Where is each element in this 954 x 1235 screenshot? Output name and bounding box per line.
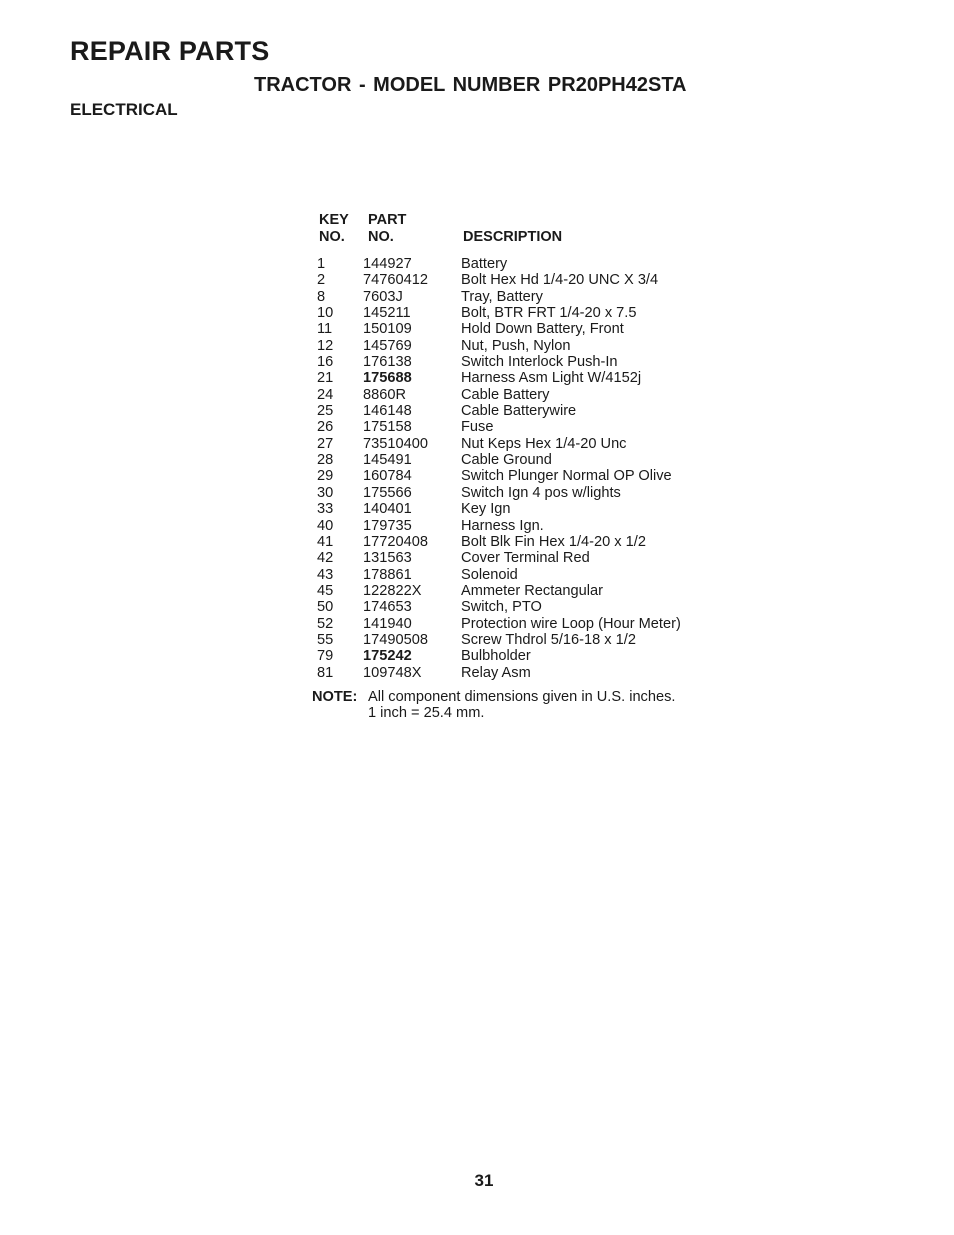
- table-row: [317, 501, 737, 517]
- note-label: NOTE:: [312, 689, 358, 705]
- table-row: [317, 599, 737, 615]
- part-description: Hold Down Battery, Front: [461, 321, 624, 338]
- table-row: [317, 321, 737, 337]
- part-number: 145769: [363, 337, 412, 354]
- table-row: [317, 534, 737, 550]
- key-number: 40: [317, 517, 334, 534]
- part-number: 17490508: [363, 631, 428, 648]
- part-description: Cable Batterywire: [461, 403, 577, 420]
- part-no-header: [368, 212, 406, 246]
- key-number: 27: [317, 435, 334, 452]
- part-description: Battery: [461, 256, 508, 272]
- key-number: 11: [317, 321, 333, 338]
- part-description: Key Ign: [461, 501, 511, 518]
- key-no-header: [319, 212, 349, 246]
- part-number: 131563: [363, 550, 412, 567]
- description-header: DESCRIPTION: [463, 229, 563, 245]
- part-number: 122822X: [363, 582, 422, 599]
- part-number: 174653: [363, 599, 412, 616]
- part-description: Harness Asm Light W/4152j: [461, 370, 642, 387]
- table-row: [317, 436, 737, 452]
- key-number: 42: [317, 550, 334, 567]
- key-number: 24: [317, 386, 334, 403]
- part-number: 150109: [363, 321, 412, 338]
- table-row: [317, 289, 737, 305]
- table-row: [317, 518, 737, 534]
- key-number: 52: [317, 615, 334, 632]
- note-line2: 1 inch = 25.4 mm.: [368, 705, 485, 721]
- part-description: Bolt Hex Hd 1/4-20 UNC X 3/4: [461, 272, 659, 289]
- part-number: 8860R: [363, 386, 407, 403]
- table-row: [317, 616, 737, 632]
- table-row: [317, 632, 737, 648]
- part-number: 175242: [363, 648, 412, 665]
- part-number: 73510400: [363, 435, 428, 452]
- note-line1: All component dimensions given in U.S. inches.: [368, 689, 676, 705]
- key-number: 55: [317, 631, 334, 648]
- key-number: 41: [317, 533, 334, 550]
- key-number: 50: [317, 599, 334, 616]
- table-row: [317, 403, 737, 419]
- part-description: Bulbholder: [461, 648, 531, 665]
- model-title: TRACTOR - MODEL NUMBER PR20PH42STA: [254, 74, 687, 96]
- part-description: Switch Plunger Normal OP Olive: [461, 468, 672, 485]
- part-number: 160784: [363, 468, 412, 485]
- key-number: 29: [317, 468, 334, 485]
- part-number: 17720408: [363, 533, 428, 550]
- part-description: Nut Keps Hex 1/4-20 Unc: [461, 435, 627, 452]
- part-description: Switch Ign 4 pos w/lights: [461, 484, 621, 501]
- part-number: 109748X: [363, 664, 422, 681]
- part-header-line1: PART: [368, 212, 407, 228]
- part-description: Ammeter Rectangular: [461, 582, 603, 599]
- key-number: 45: [317, 582, 334, 599]
- parts-table: [317, 212, 737, 681]
- part-description: Tray, Battery: [461, 288, 543, 305]
- part-description: Harness Ign.: [461, 517, 544, 534]
- part-number: 175158: [363, 419, 412, 436]
- part-description: Switch, PTO: [461, 599, 542, 616]
- key-number: 16: [317, 354, 334, 371]
- part-description: Bolt Blk Fin Hex 1/4-20 x 1/2: [461, 533, 646, 550]
- table-row: [317, 665, 737, 681]
- key-number: 26: [317, 419, 334, 436]
- part-number: 145491: [363, 452, 412, 469]
- page-title: REPAIR PARTS: [70, 36, 270, 66]
- part-header-line2: NO.: [368, 229, 394, 245]
- column-headers: [317, 212, 737, 250]
- table-row: [317, 583, 737, 599]
- part-number: 146148: [363, 403, 412, 420]
- table-row: [317, 370, 737, 386]
- part-number: 140401: [363, 501, 412, 518]
- part-number: 179735: [363, 517, 412, 534]
- key-header-line1: KEY: [319, 212, 349, 228]
- part-description: Cable Ground: [461, 452, 552, 469]
- table-row: [317, 387, 737, 403]
- key-number: 33: [317, 501, 334, 518]
- part-number: 175688: [363, 370, 412, 387]
- table-row: [317, 648, 737, 664]
- note-text: [368, 689, 675, 721]
- parts-list: [317, 256, 737, 681]
- table-row: [317, 272, 737, 288]
- part-description: Fuse: [461, 419, 494, 436]
- part-number: 7603J: [363, 288, 403, 305]
- table-row: [317, 468, 737, 484]
- part-number: 74760412: [363, 272, 428, 289]
- key-number: 79: [317, 648, 334, 665]
- part-description: Protection wire Loop (Hour Meter): [461, 615, 681, 632]
- part-number: 178861: [363, 566, 412, 583]
- part-number: 176138: [363, 354, 412, 371]
- key-number: 30: [317, 484, 334, 501]
- page-number: 31: [474, 1171, 494, 1190]
- key-number: 2: [317, 272, 326, 289]
- part-description: Screw Thdrol 5/16-18 x 1/2: [461, 631, 636, 648]
- table-row: [317, 550, 737, 566]
- key-number: 43: [317, 566, 334, 583]
- part-description: Solenoid: [461, 566, 518, 583]
- part-description: Nut, Push, Nylon: [461, 337, 571, 354]
- part-number: 175566: [363, 484, 412, 501]
- part-number: 145211: [363, 305, 411, 322]
- table-row: [317, 452, 737, 468]
- key-number: 25: [317, 403, 334, 420]
- key-number: 81: [317, 664, 334, 681]
- key-number: 1: [317, 256, 326, 272]
- part-description: Switch Interlock Push-In: [461, 354, 618, 371]
- table-row: [317, 354, 737, 370]
- part-number: 144927: [363, 256, 412, 272]
- key-number: 28: [317, 452, 334, 469]
- key-number: 10: [317, 305, 334, 322]
- part-description: Bolt, BTR FRT 1/4-20 x 7.5: [461, 305, 637, 322]
- key-header-line2: NO.: [319, 229, 345, 245]
- table-row: [317, 567, 737, 583]
- table-row: [317, 338, 737, 354]
- table-row: [317, 305, 737, 321]
- key-number: 12: [317, 337, 334, 354]
- part-description: Cable Battery: [461, 386, 550, 403]
- table-row: [317, 256, 737, 272]
- section-title: ELECTRICAL: [70, 100, 178, 119]
- key-number: 8: [317, 288, 326, 305]
- part-description: Relay Asm: [461, 664, 531, 681]
- part-number: 141940: [363, 615, 412, 632]
- table-row: [317, 485, 737, 501]
- key-number: 21: [317, 370, 334, 387]
- part-description: Cover Terminal Red: [461, 550, 590, 567]
- table-row: [317, 419, 737, 435]
